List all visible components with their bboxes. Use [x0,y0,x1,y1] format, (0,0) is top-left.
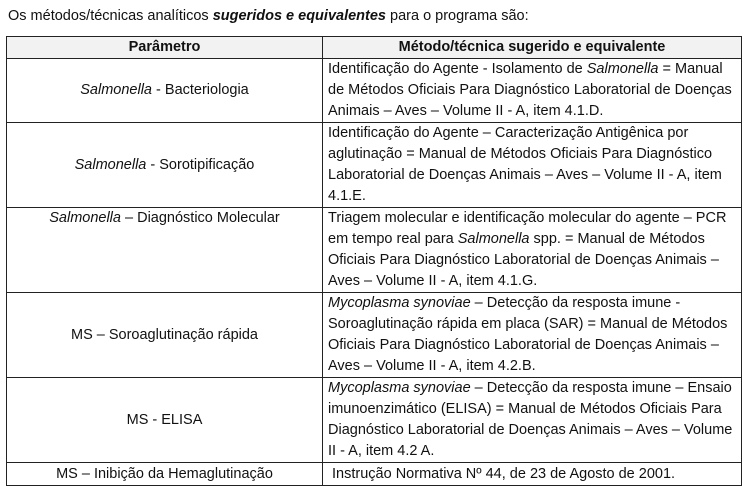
method-text-end: spp. = Manual de Métodos Oficiais Para Diagnóstico Laboratorial de Doenças Animais – Aves – Volume II - A, item 4.1.G. [328,231,719,289]
intro-text: Os métodos/técnicas analíticos [8,8,213,24]
method-text-end: – Detecção da resposta imune – Ensaio imunoenzimático (ELISA) = Manual de Métodos Oficiais Para Diagnóstico Laboratorial de Doenças Animais – Aves – Volume II - A, item 4.2 A. [328,380,733,459]
param-cell [7,293,323,378]
method-cell [323,123,742,208]
method-italic: Salmonella [457,231,530,247]
table-row [7,293,742,378]
method-cell [323,59,742,123]
method-text: Identificação do Agente – Caracterização Antigênica por aglutinação = Manual de Métodos Oficiais Para Diagnóstico Laboratorial de Doenças Animais – Aves – Volume II - A, item 4.1.E. [328,125,722,204]
method-cell [323,463,742,486]
method-cell [323,293,742,378]
table-row [7,463,742,486]
param-cell [7,123,323,208]
param-italic: Salmonella [74,156,147,173]
method-text-end: – Detecção da resposta imune - Soroaglutinação rápida em placa (SAR) = Manual de Métodos Oficiais Para Diagnóstico Laboratorial de Doenças Animais – Aves – Volume II - A, item 4.2.B. [328,295,728,374]
param-italic: Salmonella [80,82,153,98]
table-row [7,378,742,463]
param-text: - Sorotipificação [146,156,255,173]
param-text: MS – Inibição da Hemaglutinação [56,465,273,482]
table-header-row [7,37,742,59]
param-cell [7,378,323,463]
method-text: Triagem molecular e identificação molecular do agente – PCR em tempo real para [328,210,727,247]
param-cell [7,463,323,486]
method-text: Instrução Normativa Nº 44, de 23 de Agosto de 2001. [328,465,676,482]
param-cell [7,59,323,123]
method-italic: Salmonella [586,61,659,77]
method-italic: Mycoplasma synoviae [328,380,471,396]
param-text: MS – Soroaglutinação rápida [70,326,258,343]
method-italic: Mycoplasma synoviae [328,295,471,311]
intro-emphasis: sugeridos e equivalentes [212,8,386,24]
param-text: MS - ELISA [126,411,203,428]
method-text: Identificação do Agente - Isolamento de [328,61,587,77]
intro-text-end: para o programa são: [385,8,529,24]
header-metodo: Método/técnica sugerido e equivalente [323,37,742,59]
method-cell [323,208,742,293]
param-italic: Salmonella [49,210,121,226]
method-text-end: = Manual de Métodos Oficiais Para Diagnóstico Laboratorial de Doenças Animais – Aves – Volume II - A, item 4.1.D. [328,61,732,119]
table-row [7,208,742,293]
intro-paragraph [8,6,529,26]
param-text: - Bacteriologia [152,82,249,98]
header-parametro: Parâmetro [7,37,323,59]
param-text: – Diagnóstico Molecular [120,210,280,226]
methods-table [6,36,742,486]
table-row [7,123,742,208]
param-cell [7,208,323,293]
method-cell [323,378,742,463]
table-row [7,59,742,123]
